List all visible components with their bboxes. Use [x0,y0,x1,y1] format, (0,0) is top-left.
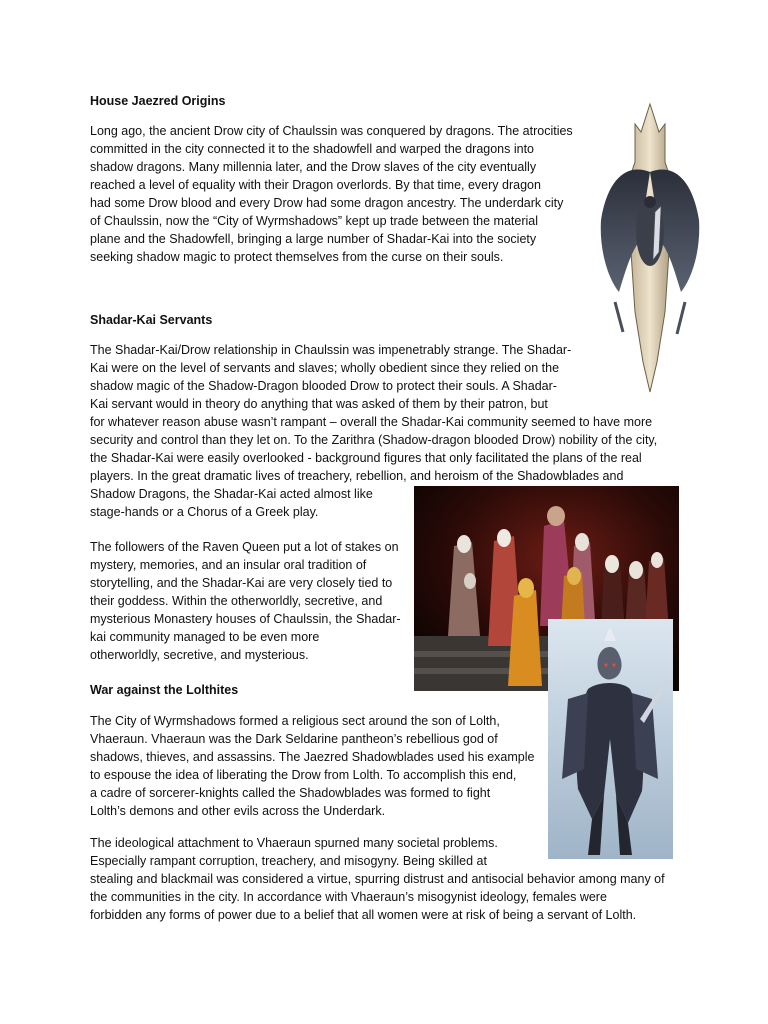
paragraph-line: The ideological attachment to Vhaeraun spurned many societal problems. [90,836,498,850]
paragraph-line: storytelling, and the Shadar-Kai are very closely tied to [90,576,393,590]
paragraph-line: kai community managed to be even more [90,630,320,644]
heading-war-against-the-lolthites: War against the Lolthites [90,683,239,697]
paragraph-line: seeking shadow magic to protect themselves from the curse on their souls. [90,250,504,264]
paragraph-line: mysterious Monastery houses of Chaulssin, the Shadar- [90,612,401,626]
paragraph-line: Especially rampant corruption, treachery, and misogyny. Being skilled at [90,854,487,868]
paragraph-line: had some Drow blood and every Drow had some dragon ancestry. The underdark city [90,196,564,210]
dragon-crest-illustration [595,102,705,394]
paragraph-line: Long ago, the ancient Drow city of Chaulssin was conquered by dragons. The atrocities [90,124,573,138]
paragraph-line: reached a level of equality with their Dragon overlords. By that time, every dragon [90,178,541,192]
paragraph-line: otherworldly, secretive, and mysterious. [90,648,309,662]
paragraph-line: mystery, memories, and an insular oral tradition of [90,558,367,572]
paragraph-line: forbidden any forms of power due to a belief that all women were at risk of being a servant of Lolth. [90,908,637,922]
paragraph-line: stage-hands or a Chorus of a Greek play. [90,505,319,519]
paragraph-line: stealing and blackmail was considered a virtue, spurring distrust and antisocial behavior among many of [90,872,665,886]
paragraph-line: Kai were on the level of servants and slaves; wholly obedient since they relied on the [90,361,560,375]
paragraph-line: shadow dragons. Many millennia later, and the Drow slaves of the city eventually [90,160,537,174]
heading-house-jaezred-origins: House Jaezred Origins [90,94,226,108]
paragraph-line: the Shadar-Kai were easily overlooked - background figures that only facilitated the plans of the real [90,451,642,465]
paragraph-line: The City of Wyrmshadows formed a religious sect around the son of Lolth, [90,714,500,728]
paragraph-line: shadow magic of the Shadow-Dragon blooded Drow to protect their souls. A Shadar- [90,379,557,393]
paragraph-line: to espouse the idea of liberating the Drow from Lolth. To accomplish this end, [90,768,517,782]
paragraph-line: shadows, thieves, and assassins. The Jaezred Shadowblades used his example [90,750,535,764]
paragraph-line: committed in the city connected it to the shadowfell and warped the dragons into [90,142,535,156]
paragraph-line: Vhaeraun. Vhaeraun was the Dark Seldarine pantheon’s rebellious god of [90,732,498,746]
drow-warrior-illustration [548,619,673,859]
paragraph-line: Lolth’s demons and other evils across the Underdark. [90,804,386,818]
paragraph-line: plane and the Shadowfell, bringing a large number of Shadar-Kai into the society [90,232,537,246]
paragraph-line: Shadow Dragons, the Shadar-Kai acted almost like [90,487,373,501]
paragraph-line: their goddess. Within the otherworldly, secretive, and [90,594,383,608]
paragraph-line: the communities in the city. In accordance with Vhaeraun’s misogynist ideology, females were [90,890,607,904]
heading-shadar-kai-servants: Shadar-Kai Servants [90,313,213,327]
paragraph-line: a cadre of sorcerer-knights called the Shadowblades was formed to fight [90,786,491,800]
paragraph-line: The Shadar-Kai/Drow relationship in Chaulssin was impenetrably strange. The Shadar- [90,343,572,357]
paragraph-line: players. In the great dramatic lives of treachery, rebellion, and heroism of the Shadowblades and [90,469,624,483]
paragraph-line: of Chaulssin, now the “City of Wyrmshadows” kept up trade between the material [90,214,539,228]
paragraph-line: Kai servant would in theory do anything that was asked of them by their patron, but [90,397,548,411]
paragraph-line: security and control than they let on. To the Zarithra (Shadow-dragon blooded Drow) nobility of the city, [90,433,658,447]
paragraph-line: The followers of the Raven Queen put a lot of stakes on [90,540,399,554]
paragraph-line: for whatever reason abuse wasn’t rampant – overall the Shadar-Kai community seemed to have more [90,415,653,429]
